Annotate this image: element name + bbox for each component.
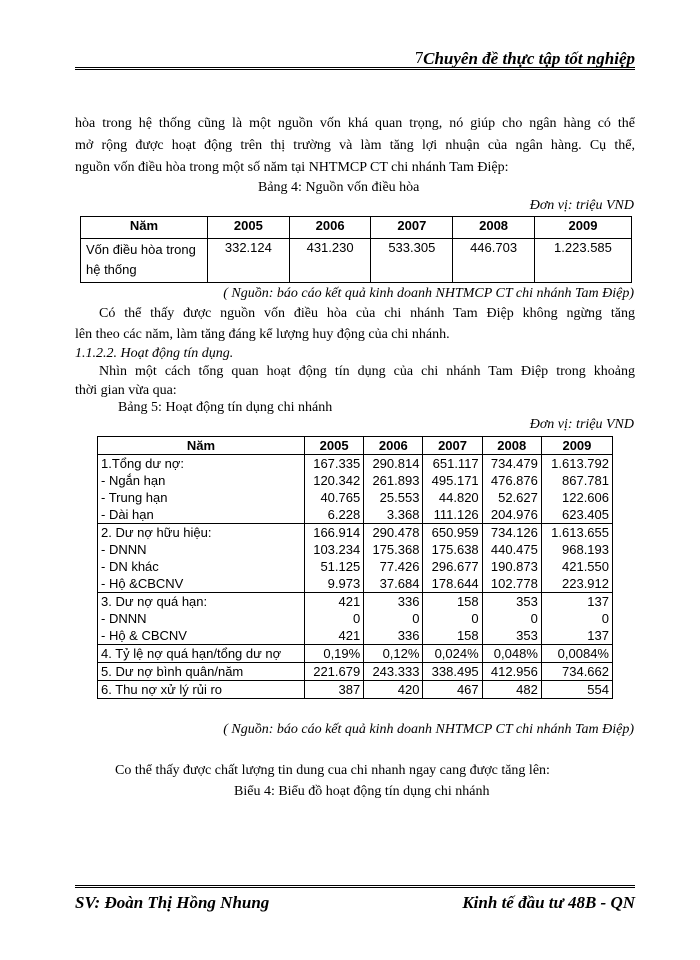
table5-row [98, 524, 613, 542]
table5-cell: 122.606 [541, 489, 612, 506]
table5-cell: 968.193 [541, 541, 612, 558]
table4-header-2007: 2007 [371, 217, 453, 239]
table5-cell: 0 [423, 610, 482, 627]
table5-row [98, 455, 613, 473]
table5-cell: 867.781 [541, 472, 612, 489]
table5-cell: 336 [364, 593, 423, 611]
para2-line-1: Có thể thấy được nguồn vốn điều hòa của chi nhánh Tam Điệp không ngừng tăng [99, 306, 635, 321]
table5-row [98, 627, 613, 645]
table5-cell: 175.368 [364, 541, 423, 558]
table5 [97, 436, 613, 699]
table5-cell: 52.627 [482, 489, 541, 506]
table5-cell: 421 [305, 593, 364, 611]
table5-header-2005: 2005 [305, 437, 364, 455]
table5-cell: 102.778 [482, 575, 541, 593]
table5-cell: 158 [423, 627, 482, 645]
table5-cell: 120.342 [305, 472, 364, 489]
table5-header-2006: 2006 [364, 437, 423, 455]
table5-cell: 651.117 [423, 455, 482, 473]
table4 [80, 216, 632, 283]
table4-cell: 446.703 [453, 239, 535, 283]
table5-cell: 158 [423, 593, 482, 611]
table5-cell: 476.876 [482, 472, 541, 489]
table4-unit: Đơn vị: triệu VND [529, 198, 634, 213]
table5-row [98, 663, 613, 681]
table5-row [98, 558, 613, 575]
table5-cell: 554 [541, 681, 612, 699]
page-number: 7 [415, 48, 424, 67]
table5-cell: 467 [423, 681, 482, 699]
table5-cell: 495.171 [423, 472, 482, 489]
footer-course: Kinh tế đầu tư 48B - QN [462, 893, 635, 912]
table5-cell: 420 [364, 681, 423, 699]
table5-header-2007: 2007 [423, 437, 482, 455]
table5-unit: Đơn vị: triệu VND [529, 417, 634, 432]
table4-cell: 332.124 [208, 239, 290, 283]
table5-row-label: 5. Dư nợ bình quân/năm [98, 663, 305, 681]
table5-row-label: 6. Thu nợ xử lý rủi ro [98, 681, 305, 699]
table5-row [98, 506, 613, 524]
table5-cell: 0,0084% [541, 645, 612, 663]
table5-cell: 0 [482, 610, 541, 627]
table5-cell: 650.959 [423, 524, 482, 542]
footer-rule [75, 885, 635, 888]
table5-cell: 1.613.655 [541, 524, 612, 542]
table5-cell: 290.814 [364, 455, 423, 473]
table5-cell: 37.684 [364, 575, 423, 593]
table4-cell: 431.230 [289, 239, 371, 283]
para3-line-1: Nhìn một cách tổng quan hoạt động tín dụng của chi nhánh Tam Điệp trong khoảng [99, 364, 635, 379]
table4-header-2005: 2005 [208, 217, 290, 239]
table4-cell: 533.305 [371, 239, 453, 283]
table5-row-label: 4. Tỷ lệ nợ quá hạn/tổng dư nợ [98, 645, 305, 663]
table4-header-2006: 2006 [289, 217, 371, 239]
table5-row-label: 1.Tổng dư nợ: [98, 455, 305, 473]
table5-row [98, 593, 613, 611]
table5-row [98, 541, 613, 558]
chart-caption: Biểu 4: Biểu đồ hoạt động tín dụng chi nhánh [234, 784, 490, 799]
table5-cell: 6.228 [305, 506, 364, 524]
table5-cell: 482 [482, 681, 541, 699]
table5-cell: 336 [364, 627, 423, 645]
table5-row [98, 681, 613, 699]
table5-row-label: - DNNN [98, 610, 305, 627]
table5-cell: 137 [541, 627, 612, 645]
table5-cell: 261.893 [364, 472, 423, 489]
table5-cell: 103.234 [305, 541, 364, 558]
table4-source: ( Nguồn: báo cáo kết quả kinh doanh NHTMCP CT chi nhánh Tam Điệp) [223, 286, 634, 301]
table5-cell: 221.679 [305, 663, 364, 681]
table5-cell: 440.475 [482, 541, 541, 558]
table5-cell: 421.550 [541, 558, 612, 575]
table5-cell: 353 [482, 593, 541, 611]
table5-cell: 353 [482, 627, 541, 645]
table5-cell: 0,024% [423, 645, 482, 663]
table5-cell: 77.426 [364, 558, 423, 575]
table5-caption: Bảng 5: Hoạt động tín dụng chi nhánh [118, 400, 333, 415]
table5-cell: 111.126 [423, 506, 482, 524]
table5-cell: 290.478 [364, 524, 423, 542]
table4-caption: Bảng 4: Nguồn vốn điều hòa [258, 180, 420, 195]
table4-header-row [81, 217, 632, 239]
table5-header-row [98, 437, 613, 455]
table5-cell: 137 [541, 593, 612, 611]
para2-line-2: lên theo các năm, làm tăng đáng kể lượng huy động của chi nhánh. [75, 327, 450, 342]
footer-student: SV: Đoàn Thị Hồng Nhung [75, 893, 270, 912]
table4-cell: 1.223.585 [534, 239, 631, 283]
table5-cell: 734.662 [541, 663, 612, 681]
table4-row [81, 239, 632, 283]
table5-row-label: - Dài hạn [98, 506, 305, 524]
document-title: Chuyên đề thực tập tốt nghiệp [423, 49, 635, 68]
section-heading: 1.1.2.2. Hoạt động tín dụng. [75, 346, 234, 361]
table5-cell: 734.126 [482, 524, 541, 542]
table5-row-label: 3. Dư nợ quá hạn: [98, 593, 305, 611]
table5-cell: 421 [305, 627, 364, 645]
para3-line-2: thời gian vừa qua: [75, 383, 177, 398]
table5-cell: 0,12% [364, 645, 423, 663]
table4-row-label: Vốn điều hòa trong hệ thống [81, 239, 208, 283]
table5-row-label: - Hộ &CBCNV [98, 575, 305, 593]
table5-row [98, 610, 613, 627]
table5-cell: 623.405 [541, 506, 612, 524]
table5-cell: 9.973 [305, 575, 364, 593]
table4-header-2008: 2008 [453, 217, 535, 239]
para4-line-1: Co thể thấy được chất lượng tin dung cua chi nhanh ngay cang được tăng lên: [115, 763, 550, 778]
table5-cell: 204.976 [482, 506, 541, 524]
table5-cell: 178.644 [423, 575, 482, 593]
table5-cell: 223.912 [541, 575, 612, 593]
table5-cell: 338.495 [423, 663, 482, 681]
table5-row-label: - Hộ & CBCNV [98, 627, 305, 645]
table5-header-2008: 2008 [482, 437, 541, 455]
table4-header-2009: 2009 [534, 217, 631, 239]
table5-row [98, 472, 613, 489]
table5-cell: 0,048% [482, 645, 541, 663]
table5-cell: 1.613.792 [541, 455, 612, 473]
table5-cell: 387 [305, 681, 364, 699]
table5-cell: 412.956 [482, 663, 541, 681]
table5-cell: 167.335 [305, 455, 364, 473]
table5-cell: 25.553 [364, 489, 423, 506]
intro-line-2: mở rộng được hoạt động trên thị trường và làm tăng lợi nhuận của ngân hàng. Cụ thể, [75, 138, 635, 153]
table5-row-label: - Ngắn hạn [98, 472, 305, 489]
table5-cell: 190.873 [482, 558, 541, 575]
table5-cell: 296.677 [423, 558, 482, 575]
table5-row [98, 575, 613, 593]
intro-line-3: nguồn vốn điều hòa trong một số năm tại NHTMCP CT chi nhánh Tam Điệp: [75, 160, 509, 175]
table5-header-2009: 2009 [541, 437, 612, 455]
header-rule [75, 67, 635, 70]
table5-source: ( Nguồn: báo cáo kết quả kinh doanh NHTMCP CT chi nhánh Tam Điệp) [223, 722, 634, 737]
intro-line-1: hòa trong hệ thống cũng là một nguồn vốn khá quan trọng, nó giúp cho ngân hàng có thể [75, 116, 635, 131]
table5-row-label: - DNNN [98, 541, 305, 558]
page-footer [75, 885, 635, 915]
table5-row [98, 489, 613, 506]
table5-cell: 0 [364, 610, 423, 627]
table5-cell: 0 [541, 610, 612, 627]
table5-cell: 243.333 [364, 663, 423, 681]
table5-cell: 40.765 [305, 489, 364, 506]
table5-row-label: 2. Dư nợ hữu hiệu: [98, 524, 305, 542]
table4-header-year: Năm [81, 217, 208, 239]
table5-row-label: - DN khác [98, 558, 305, 575]
table5-row-label: - Trung hạn [98, 489, 305, 506]
table5-cell: 166.914 [305, 524, 364, 542]
table5-cell: 0 [305, 610, 364, 627]
page-header [75, 40, 635, 70]
table5-row [98, 645, 613, 663]
table5-cell: 3.368 [364, 506, 423, 524]
table5-header-year: Năm [98, 437, 305, 455]
table5-cell: 51.125 [305, 558, 364, 575]
table5-cell: 44.820 [423, 489, 482, 506]
table5-cell: 0,19% [305, 645, 364, 663]
table5-cell: 175.638 [423, 541, 482, 558]
table5-cell: 734.479 [482, 455, 541, 473]
